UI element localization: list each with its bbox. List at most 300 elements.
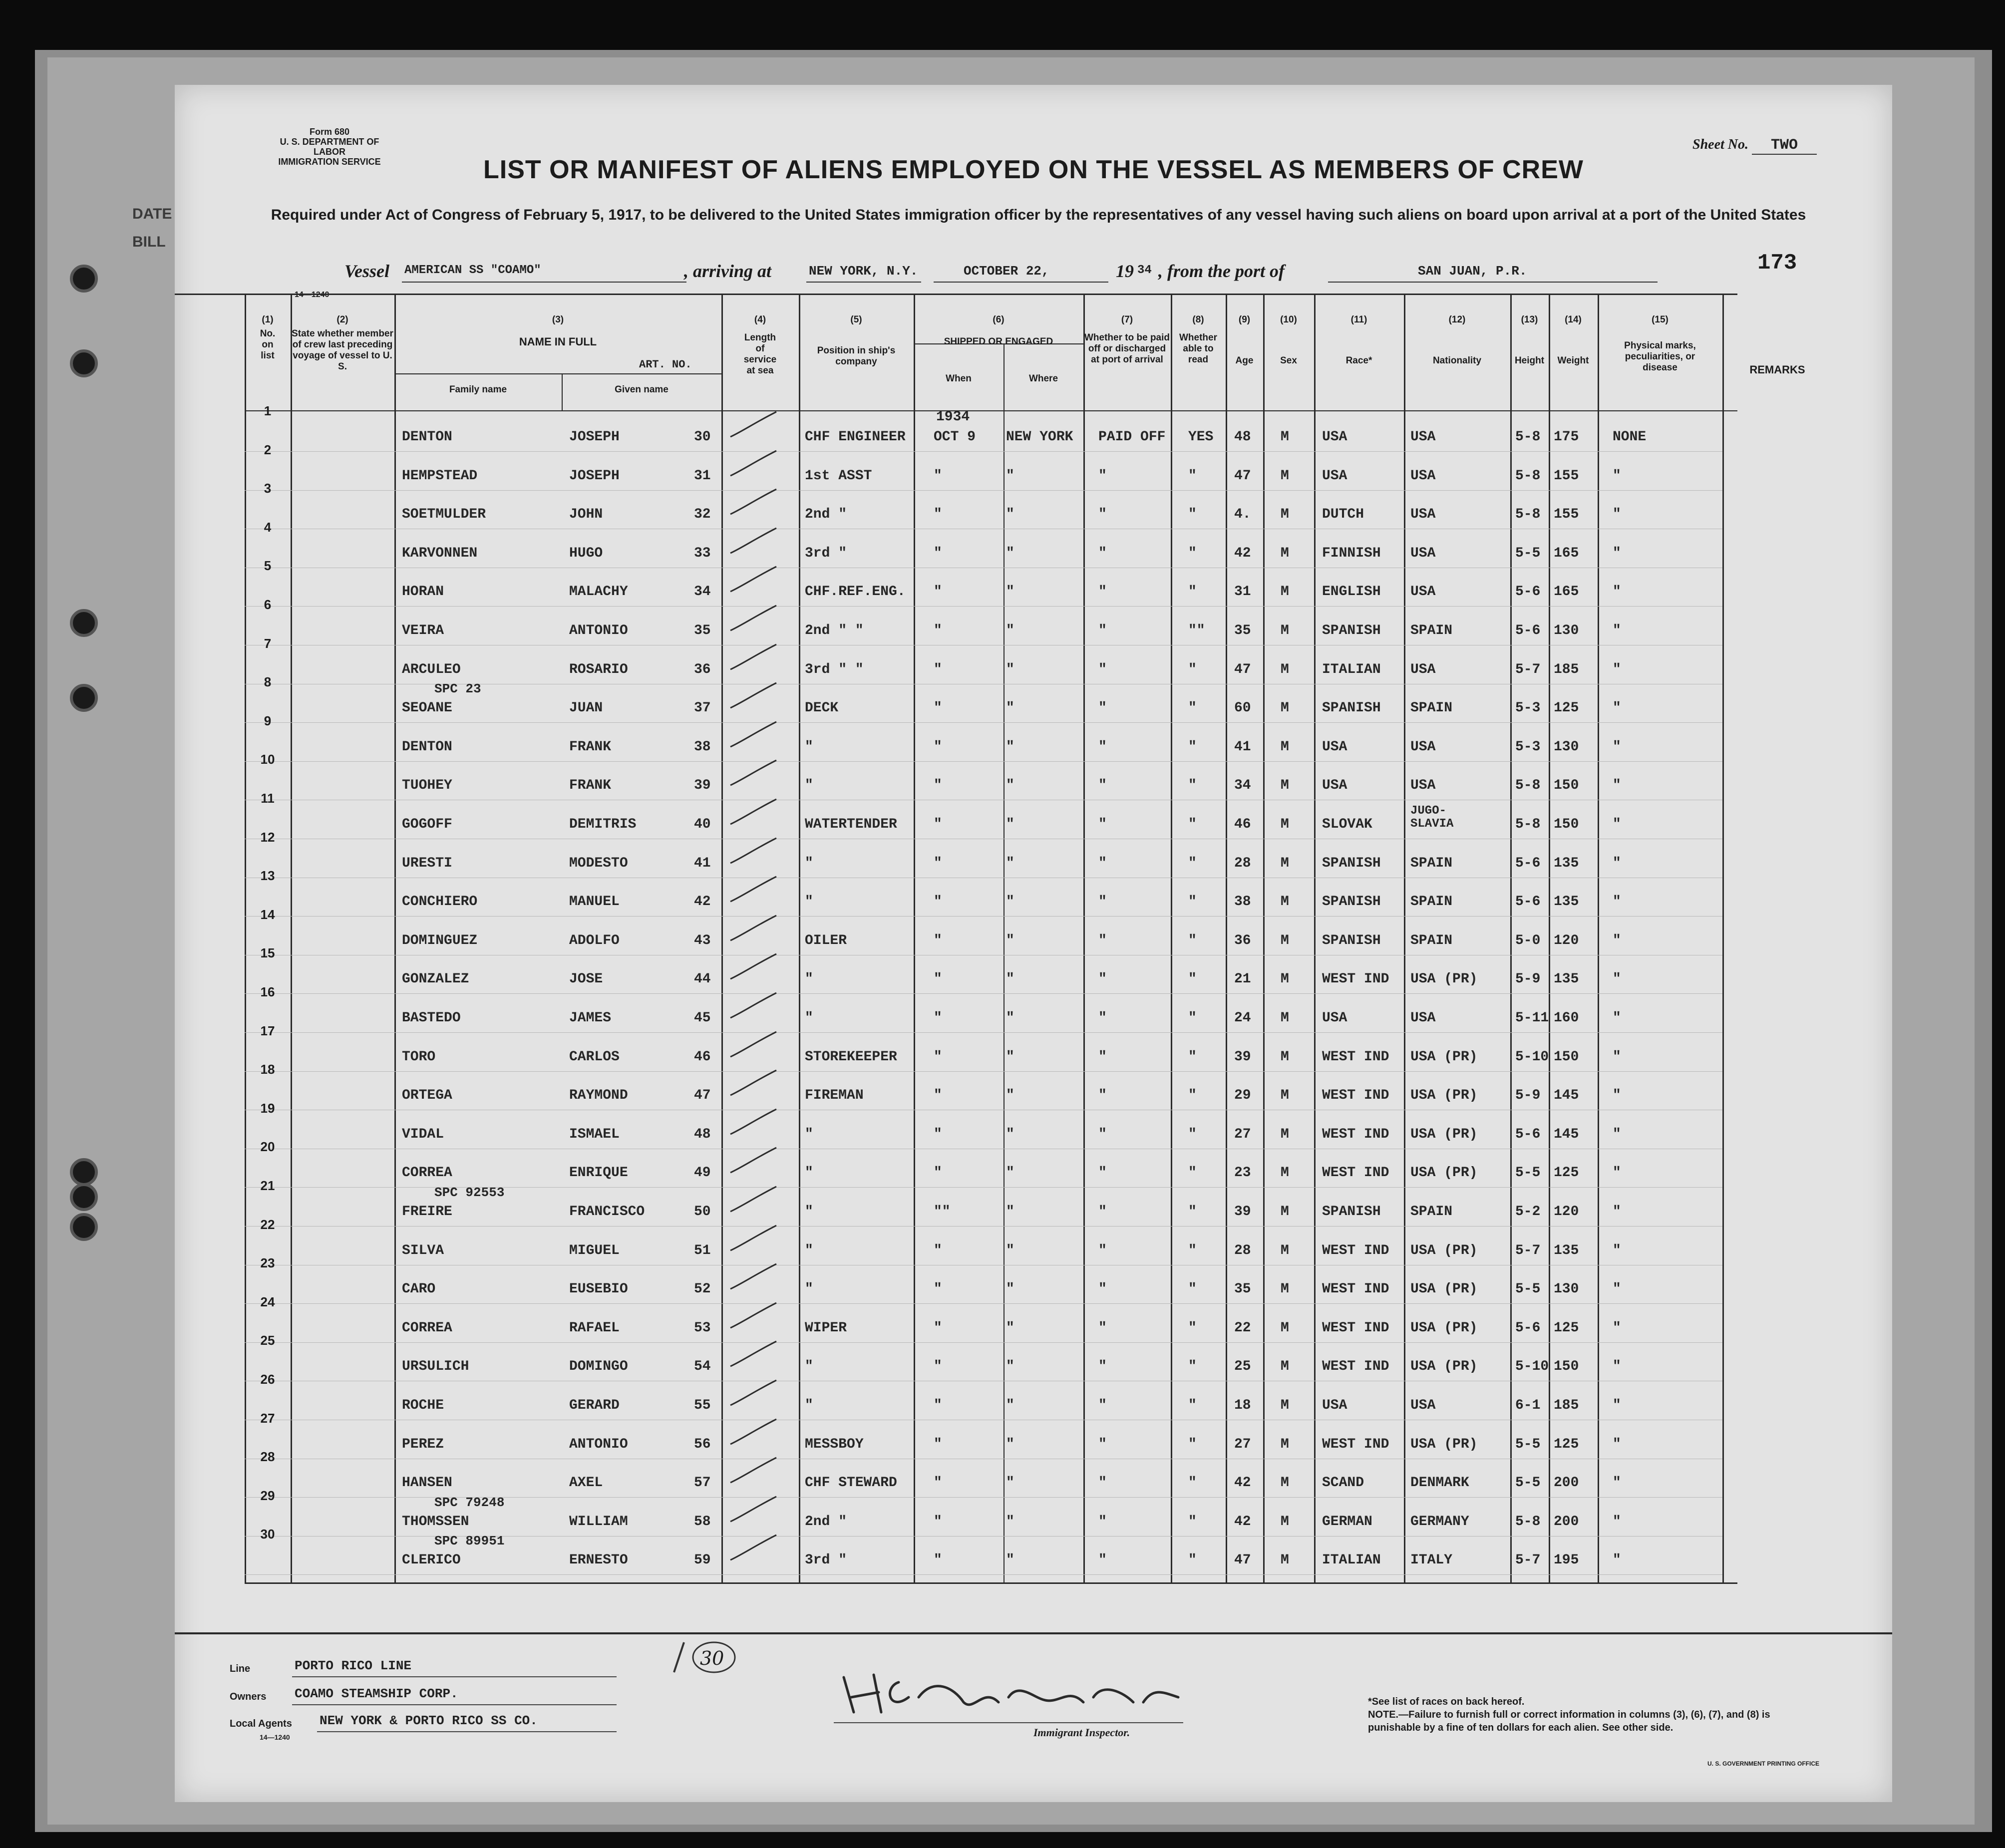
position-cell: 2nd "	[805, 1514, 847, 1530]
age-cell: 28	[1234, 855, 1251, 871]
service-check-mark	[726, 1533, 781, 1567]
position-cell: CHF.REF.ENG.	[805, 584, 906, 600]
family-name-cell: HANSEN	[402, 1475, 452, 1491]
weight-cell: 120	[1554, 932, 1579, 948]
given-name-cell: JUAN	[569, 700, 603, 716]
shipped-when-cell: "	[934, 855, 942, 871]
binder-hole	[70, 1213, 98, 1241]
seaman-certificate-note: SPC 89951	[434, 1534, 505, 1549]
vessel-line: Vessel AMERICAN SS "COAMO" , arriving at NEW YORK, N.Y. OCTOBER 22, 19 34 , from the port of SAN JUAN, P.R.	[344, 261, 1817, 286]
margin-bill-label: BILL	[132, 234, 166, 250]
shipped-where-cell: "	[1006, 1088, 1014, 1104]
sex-cell: M	[1281, 855, 1289, 871]
shipped-where-cell: "	[1006, 1398, 1014, 1413]
physical-marks-cell: NONE	[1613, 429, 1647, 445]
art-number-cell: 50	[694, 1204, 711, 1220]
col-header-family-name: Family name	[449, 384, 507, 395]
art-number-cell: 55	[694, 1398, 711, 1413]
height-cell: 5-6	[1515, 584, 1541, 600]
weight-cell: 165	[1554, 545, 1579, 561]
art-number-cell: 54	[694, 1359, 711, 1375]
shipped-where-cell: "	[1006, 623, 1014, 638]
position-cell: MESSBOY	[805, 1436, 864, 1452]
row-number: 18	[260, 1062, 275, 1077]
family-name-cell: ARCULEO	[402, 661, 461, 677]
height-cell: 5-9	[1515, 1088, 1541, 1104]
row-number: 8	[264, 674, 272, 690]
height-cell: 5-7	[1515, 1242, 1541, 1258]
shipped-where-cell: "	[1006, 700, 1014, 716]
nationality-cell: USA (PR)	[1410, 1359, 1478, 1375]
position-cell: 1st ASST	[805, 468, 872, 484]
art-number-cell: 51	[694, 1242, 711, 1258]
race-cell: SPANISH	[1322, 932, 1381, 948]
row-number: 27	[260, 1410, 275, 1426]
position-cell: "	[805, 1165, 813, 1181]
art-number-cell: 33	[694, 545, 711, 561]
weight-cell: 195	[1554, 1552, 1579, 1568]
shipped-when-cell: "	[934, 1281, 942, 1297]
position-cell: "	[805, 1281, 813, 1297]
paid-off-cell: "	[1098, 1514, 1107, 1530]
position-cell: 3rd " "	[805, 661, 864, 677]
col-header-position: (5) Position in ship's company	[817, 314, 896, 367]
shipped-where-cell: "	[1006, 1436, 1014, 1452]
agents-label: Local Agents	[230, 1718, 292, 1729]
physical-marks-cell: "	[1613, 1165, 1621, 1181]
paid-off-cell: "	[1098, 1398, 1107, 1413]
given-name-cell: WILLIAM	[569, 1514, 628, 1530]
age-cell: 25	[1234, 1359, 1251, 1375]
art-number-cell: 48	[694, 1126, 711, 1142]
shipped-when-cell: "	[934, 468, 942, 484]
shipped-when-cell: "	[934, 778, 942, 794]
weight-cell: 160	[1554, 1010, 1579, 1026]
race-cell: ITALIAN	[1322, 1552, 1381, 1568]
nationality-cell: USA (PR)	[1410, 1165, 1478, 1181]
able-read-cell: "	[1188, 1165, 1197, 1181]
binder-hole	[70, 684, 98, 712]
paid-off-cell: "	[1098, 1242, 1107, 1258]
col-header-last-voyage: (2) State whether member of crew last preceding voyage of vessel to U. S.	[292, 314, 393, 372]
row-number: 20	[260, 1139, 275, 1155]
family-name-cell: HEMPSTEAD	[402, 468, 478, 484]
owners-label: Owners	[230, 1691, 267, 1702]
weight-cell: 130	[1554, 1281, 1579, 1297]
race-cell: WEST IND	[1322, 971, 1389, 987]
seaman-certificate-note: SPC 92553	[434, 1185, 505, 1200]
height-cell: 5-5	[1515, 1475, 1541, 1491]
nationality-cell: USA	[1410, 1010, 1436, 1026]
position-cell: OILER	[805, 932, 847, 948]
height-cell: 5-8	[1515, 778, 1541, 794]
race-cell: SPANISH	[1322, 855, 1381, 871]
nationality-cell: SPAIN	[1410, 894, 1453, 910]
age-cell: 22	[1234, 1320, 1251, 1336]
physical-marks-cell: "	[1613, 661, 1621, 677]
row-number: 15	[260, 945, 275, 961]
sex-cell: M	[1281, 817, 1289, 832]
shipped-where-cell: "	[1006, 894, 1014, 910]
physical-marks-cell: "	[1613, 1514, 1621, 1530]
art-number-cell: 34	[694, 584, 711, 600]
shipped-where-cell: "	[1006, 1514, 1014, 1530]
height-cell: 5-8	[1515, 429, 1541, 445]
service-check-mark	[726, 990, 781, 1025]
given-name-cell: ENRIQUE	[569, 1165, 628, 1181]
age-cell: 47	[1234, 468, 1251, 484]
height-cell: 5-6	[1515, 1320, 1541, 1336]
row-number: 7	[264, 635, 272, 651]
seaman-certificate-note: SPC 79248	[434, 1495, 505, 1510]
sex-cell: M	[1281, 1436, 1289, 1452]
able-read-cell: "	[1188, 1242, 1197, 1258]
nationality-cell: USA	[1410, 1398, 1436, 1413]
family-name-cell: THOMSSEN	[402, 1514, 469, 1530]
paid-off-cell: "	[1098, 1088, 1107, 1104]
row-number: 24	[260, 1294, 275, 1309]
sex-cell: M	[1281, 584, 1289, 600]
paid-off-cell: "	[1098, 1320, 1107, 1336]
nationality-cell: JUGO-SLAVIA	[1410, 804, 1454, 831]
age-cell: 36	[1234, 932, 1251, 948]
able-read-cell: "	[1188, 1281, 1197, 1297]
weight-cell: 175	[1554, 429, 1579, 445]
art-number-cell: 37	[694, 700, 711, 716]
able-read-cell: "	[1188, 545, 1197, 561]
row-number: 29	[260, 1488, 275, 1503]
age-cell: 39	[1234, 1204, 1251, 1220]
position-cell: "	[805, 778, 813, 794]
paid-off-cell: "	[1098, 584, 1107, 600]
shipped-when-cell: "	[934, 1514, 942, 1530]
service-check-mark	[726, 1145, 781, 1180]
weight-cell: 150	[1554, 1049, 1579, 1065]
race-cell: USA	[1322, 778, 1347, 794]
age-cell: 42	[1234, 1475, 1251, 1491]
shipped-when-cell: "	[934, 1359, 942, 1375]
position-cell: "	[805, 971, 813, 987]
race-cell: WEST IND	[1322, 1436, 1389, 1452]
race-cell: WEST IND	[1322, 1281, 1389, 1297]
service-check-mark	[726, 1455, 781, 1490]
able-read-cell: "	[1188, 855, 1197, 871]
art-number-cell: 46	[694, 1049, 711, 1065]
paid-off-cell: "	[1098, 1204, 1107, 1220]
row-number: 22	[260, 1217, 275, 1232]
sex-cell: M	[1281, 1010, 1289, 1026]
sex-cell: M	[1281, 1204, 1289, 1220]
family-name-cell: KARVONNEN	[402, 545, 478, 561]
height-cell: 5-8	[1515, 507, 1541, 523]
sex-cell: M	[1281, 1126, 1289, 1142]
row-number: 1	[264, 403, 272, 418]
family-name-cell: CLERICO	[402, 1552, 461, 1568]
sex-cell: M	[1281, 1398, 1289, 1413]
nationality-cell: USA (PR)	[1410, 1126, 1478, 1142]
row-number: 13	[260, 868, 275, 884]
sex-cell: M	[1281, 507, 1289, 523]
race-cell: SLOVAK	[1322, 817, 1372, 832]
weight-cell: 185	[1554, 661, 1579, 677]
given-name-cell: JOHN	[569, 507, 603, 523]
weight-cell: 135	[1554, 1242, 1579, 1258]
given-name-cell: JOSEPH	[569, 468, 620, 484]
race-cell: ENGLISH	[1322, 584, 1381, 600]
shipped-where-cell: "	[1006, 1204, 1014, 1220]
physical-marks-cell: "	[1613, 1436, 1621, 1452]
physical-marks-cell: "	[1613, 817, 1621, 832]
art-number-cell: 47	[694, 1088, 711, 1104]
shipped-where-cell: "	[1006, 1359, 1014, 1375]
given-name-cell: ERNESTO	[569, 1552, 628, 1568]
sex-cell: M	[1281, 1281, 1289, 1297]
art-number-cell: 59	[694, 1552, 711, 1568]
family-name-cell: GOGOFF	[402, 817, 452, 832]
page-title: LIST OR MANIFEST OF ALIENS EMPLOYED ON THE VESSEL AS MEMBERS OF CREW	[483, 155, 1584, 184]
owners-value: COAMO STEAMSHIP CORP.	[295, 1686, 458, 1701]
service-check-mark	[726, 951, 781, 986]
inspector-label: Immigrant Inspector.	[1033, 1726, 1130, 1739]
race-cell: WEST IND	[1322, 1165, 1389, 1181]
shipped-when-cell: "	[934, 1242, 942, 1258]
physical-marks-cell: "	[1613, 1010, 1621, 1026]
shipped-where-cell: "	[1006, 1165, 1014, 1181]
agents-value: NEW YORK & PORTO RICO SS CO.	[320, 1713, 538, 1728]
sex-cell: M	[1281, 700, 1289, 716]
shipped-where-cell: "	[1006, 1049, 1014, 1065]
sex-cell: M	[1281, 545, 1289, 561]
col-header-where: Where	[1028, 373, 1058, 384]
nationality-cell: USA	[1410, 507, 1436, 523]
position-cell: DECK	[805, 700, 839, 716]
weight-cell: 155	[1554, 468, 1579, 484]
sex-cell: M	[1281, 932, 1289, 948]
nationality-cell: USA (PR)	[1410, 1436, 1478, 1452]
race-cell: USA	[1322, 1398, 1347, 1413]
service-check-mark	[726, 680, 781, 715]
able-read-cell: "	[1188, 1049, 1197, 1065]
able-read-cell: "	[1188, 739, 1197, 755]
row-number: 28	[260, 1449, 275, 1465]
physical-marks-cell: "	[1613, 1126, 1621, 1142]
race-cell: USA	[1322, 739, 1347, 755]
physical-marks-cell: "	[1613, 855, 1621, 871]
col-header-able-read: (8) Whether able to read	[1179, 314, 1217, 365]
paid-off-cell: "	[1098, 1010, 1107, 1026]
margin-date-label: DATE	[132, 206, 172, 222]
service-check-mark	[726, 1223, 781, 1258]
row-number: 26	[260, 1372, 275, 1387]
sex-cell: M	[1281, 1359, 1289, 1375]
service-check-mark	[726, 1339, 781, 1374]
shipped-when-cell: "	[934, 1320, 942, 1336]
sex-cell: M	[1281, 1165, 1289, 1181]
position-cell: STOREKEEPER	[805, 1049, 897, 1065]
footer-print-code: 14—1240	[260, 1733, 290, 1741]
art-number-cell: 52	[694, 1281, 711, 1297]
height-cell: 5-8	[1515, 1514, 1541, 1530]
row-number: 9	[264, 713, 272, 728]
shipped-where-cell: "	[1006, 1281, 1014, 1297]
age-cell: 42	[1234, 545, 1251, 561]
position-cell: "	[805, 1242, 813, 1258]
position-cell: 2nd " "	[805, 623, 864, 638]
physical-marks-cell: "	[1613, 1475, 1621, 1491]
shipped-when-cell: "	[934, 1010, 942, 1026]
physical-marks-cell: "	[1613, 1552, 1621, 1568]
shipped-when-cell: "	[934, 1088, 942, 1104]
nationality-cell: USA (PR)	[1410, 1088, 1478, 1104]
inspector-signature	[834, 1667, 1193, 1725]
shipped-when-cell: "	[934, 545, 942, 561]
service-check-mark	[726, 874, 781, 909]
able-read-cell: YES	[1188, 429, 1214, 445]
binder-hole	[70, 1158, 98, 1186]
nationality-cell: GERMANY	[1410, 1514, 1469, 1530]
able-read-cell: "	[1188, 1475, 1197, 1491]
height-cell: 5-7	[1515, 1552, 1541, 1568]
shipped-when-cell: "	[934, 971, 942, 987]
print-code	[295, 291, 329, 300]
col-header-name: (3) NAME IN FULL	[519, 314, 597, 348]
nationality-cell: USA (PR)	[1410, 1242, 1478, 1258]
position-cell: "	[805, 1204, 813, 1220]
sex-cell: M	[1281, 1552, 1289, 1568]
given-name-cell: HUGO	[569, 545, 603, 561]
position-cell: CHF ENGINEER	[805, 429, 906, 445]
race-cell: FINNISH	[1322, 545, 1381, 561]
age-cell: 31	[1234, 584, 1251, 600]
able-read-cell: "	[1188, 1552, 1197, 1568]
printer-mark: U. S. GOVERNMENT PRINTING OFFICE	[1707, 1760, 1820, 1767]
family-name-cell: URSULICH	[402, 1359, 469, 1375]
age-cell: 60	[1234, 700, 1251, 716]
position-cell: WATERTENDER	[805, 817, 897, 832]
paid-off-cell: "	[1098, 817, 1107, 832]
given-name-cell: DOMINGO	[569, 1359, 628, 1375]
sex-cell: M	[1281, 739, 1289, 755]
height-cell: 5-5	[1515, 545, 1541, 561]
shipped-where-cell: "	[1006, 661, 1014, 677]
weight-cell: 125	[1554, 700, 1579, 716]
given-name-cell: ANTONIO	[569, 623, 628, 638]
nationality-cell: USA	[1410, 545, 1436, 561]
given-name-cell: RAFAEL	[569, 1320, 620, 1336]
position-cell: "	[805, 1359, 813, 1375]
paid-off-cell: "	[1098, 932, 1107, 948]
art-number-cell: 36	[694, 661, 711, 677]
given-name-cell: AXEL	[569, 1475, 603, 1491]
paid-off-cell: "	[1098, 700, 1107, 716]
age-cell: 24	[1234, 1010, 1251, 1026]
age-cell: 28	[1234, 1242, 1251, 1258]
row-number: 2	[264, 442, 272, 457]
seaman-certificate-note: SPC 23	[434, 681, 481, 697]
sex-cell: M	[1281, 1320, 1289, 1336]
able-read-cell: "	[1188, 1359, 1197, 1375]
binder-hole	[70, 265, 98, 293]
height-cell: 5-11	[1515, 1010, 1549, 1026]
sex-cell: M	[1281, 661, 1289, 677]
weight-cell: 125	[1554, 1436, 1579, 1452]
shipped-when-cell: "	[934, 1552, 942, 1568]
art-number-cell: 58	[694, 1514, 711, 1530]
family-name-cell: CARO	[402, 1281, 436, 1297]
service-check-mark	[726, 758, 781, 793]
shipped-where-cell: "	[1006, 1475, 1014, 1491]
weight-cell: 135	[1554, 894, 1579, 910]
family-name-cell: FREIRE	[402, 1204, 452, 1220]
sex-cell: M	[1281, 1088, 1289, 1104]
able-read-cell: "	[1188, 1436, 1197, 1452]
shipped-where-cell: "	[1006, 932, 1014, 948]
service-check-mark	[726, 409, 781, 444]
physical-marks-cell: "	[1613, 1242, 1621, 1258]
service-check-mark	[726, 1494, 781, 1529]
nationality-cell: SPAIN	[1410, 700, 1453, 716]
page-number-stamp: 173	[1757, 251, 1797, 276]
sex-cell: M	[1281, 1475, 1289, 1491]
nationality-cell: USA	[1410, 429, 1436, 445]
col-header-physical-marks: (15) Physical marks, peculiarities, or disease	[1624, 314, 1696, 373]
age-cell: 35	[1234, 1281, 1251, 1297]
race-cell: WEST IND	[1322, 1359, 1389, 1375]
physical-marks-cell: "	[1613, 1088, 1621, 1104]
able-read-cell: "	[1188, 661, 1197, 677]
physical-marks-cell: "	[1613, 739, 1621, 755]
shipped-where-cell: "	[1006, 1126, 1014, 1142]
given-name-cell: ISMAEL	[569, 1126, 620, 1142]
row-number: 23	[260, 1255, 275, 1271]
service-check-mark	[726, 1417, 781, 1452]
col-header-shipped: (6) SHIPPED OR ENGAGED	[944, 314, 1053, 347]
art-number-cell: 38	[694, 739, 711, 755]
nationality-cell: USA	[1410, 778, 1436, 794]
able-read-cell: "	[1188, 971, 1197, 987]
art-number-cell: 43	[694, 932, 711, 948]
family-name-cell: HORAN	[402, 584, 444, 600]
able-read-cell: ""	[1188, 623, 1205, 638]
height-cell: 5-0	[1515, 932, 1541, 948]
shipped-where-cell: "	[1006, 778, 1014, 794]
physical-marks-cell: "	[1613, 1359, 1621, 1375]
weight-cell: 150	[1554, 1359, 1579, 1375]
shipped-where-cell: NEW YORK	[1006, 429, 1073, 445]
page-subtitle: Required under Act of Congress of February 5, 1917, to be delivered to the United States immigration officer by the representatives of any vessel having such aliens on board upon arrival at a port of the United States	[271, 207, 1806, 223]
given-name-cell: JOSEPH	[569, 429, 620, 445]
paid-off-cell: "	[1098, 739, 1107, 755]
row-number: 5	[264, 558, 272, 574]
height-cell: 5-7	[1515, 661, 1541, 677]
age-cell: 47	[1234, 661, 1251, 677]
age-cell: 38	[1234, 894, 1251, 910]
sex-cell: M	[1281, 468, 1289, 484]
row-number: 17	[260, 1023, 275, 1038]
weight-cell: 120	[1554, 1204, 1579, 1220]
art-number-cell: 35	[694, 623, 711, 638]
paid-off-cell: "	[1098, 545, 1107, 561]
able-read-cell: "	[1188, 1514, 1197, 1530]
service-check-mark	[726, 487, 781, 522]
shipped-where-cell: "	[1006, 1242, 1014, 1258]
physical-marks-cell: "	[1613, 700, 1621, 716]
art-number-cell: 30	[694, 429, 711, 445]
able-read-cell: "	[1188, 1398, 1197, 1413]
service-check-mark	[726, 603, 781, 638]
given-name-cell: MIGUEL	[569, 1242, 620, 1258]
art-no-label: ART. NO.	[639, 358, 692, 371]
